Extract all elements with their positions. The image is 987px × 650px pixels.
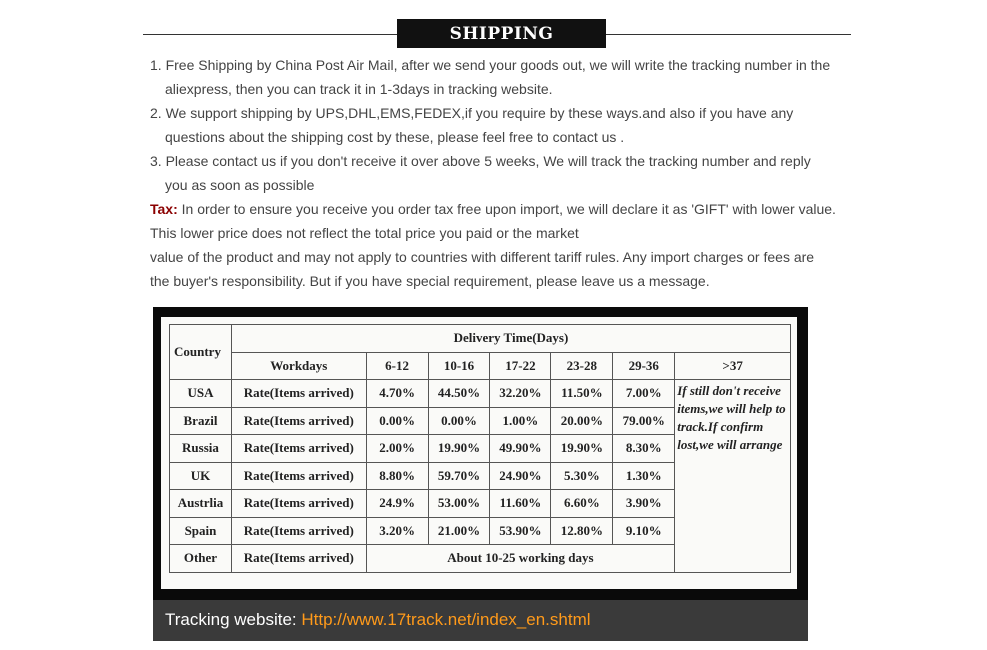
note-cell: If still don't receive items,we will help to track.If confirm lost,we will arrange	[675, 380, 791, 573]
rate-label: Rate(Items arrived)	[231, 462, 366, 490]
col-header: 6-12	[366, 352, 428, 380]
rate-value: 53.00%	[428, 490, 490, 518]
rate-value: 8.80%	[366, 462, 428, 490]
rate-value: 49.90%	[490, 435, 551, 463]
rate-value: 32.20%	[490, 380, 551, 408]
shipping-line-2: 2. We support shipping by UPS,DHL,EMS,FEDEX,if you require by these ways.and also if you have any	[150, 105, 794, 121]
rate-value: 5.30%	[551, 462, 613, 490]
rate-value: 59.70%	[428, 462, 490, 490]
col-header: 29-36	[613, 352, 675, 380]
col-header: 23-28	[551, 352, 613, 380]
rate-value: 19.90%	[428, 435, 490, 463]
country-cell: Russia	[170, 435, 232, 463]
rate-value: 6.60%	[551, 490, 613, 518]
shipping-line-3: 3. Please contact us if you don't receive it over above 5 weeks, We will track the tracking number and reply	[150, 153, 811, 169]
rate-value: 21.00%	[428, 517, 490, 545]
rate-value: 53.90%	[490, 517, 551, 545]
tax-line-4: the buyer's responsibility. But if you have special requirement, please leave us a message.	[150, 273, 710, 289]
rate-value: 0.00%	[366, 407, 428, 435]
rate-label: Rate(Items arrived)	[231, 517, 366, 545]
tax-line-3: value of the product and may not apply to countries with different tariff rules. Any import charges or fees are	[150, 249, 815, 265]
rate-value: 0.00%	[428, 407, 490, 435]
rate-value: 8.30%	[613, 435, 675, 463]
header-rule-right	[604, 34, 851, 35]
rate-value: 9.10%	[613, 517, 675, 545]
shipping-line-1: 1. Free Shipping by China Post Air Mail, after we send your goods out, we will write the tracking number in the	[150, 57, 831, 73]
rate-label: Rate(Items arrived)	[231, 407, 366, 435]
col-header: 17-22	[490, 352, 551, 380]
col-header: 10-16	[428, 352, 490, 380]
rate-value: 19.90%	[551, 435, 613, 463]
tracking-text	[165, 610, 591, 630]
rate-value: 3.90%	[613, 490, 675, 518]
delivery-panel	[153, 307, 808, 641]
rate-value: 11.60%	[490, 490, 551, 518]
rate-value: 7.00%	[613, 380, 675, 408]
tracking-label: Tracking website:	[165, 610, 302, 629]
table-row	[170, 380, 791, 408]
country-cell: Other	[170, 545, 232, 573]
country-header: Country	[170, 325, 232, 380]
rate-value: 44.50%	[428, 380, 490, 408]
rate-value: 20.00%	[551, 407, 613, 435]
rate-label: Rate(Items arrived)	[231, 545, 366, 573]
country-cell: USA	[170, 380, 232, 408]
rate-value: 2.00%	[366, 435, 428, 463]
rate-label: Rate(Items arrived)	[231, 380, 366, 408]
section-title: SHIPPING	[397, 19, 606, 48]
rate-value: 11.50%	[551, 380, 613, 408]
col-header: >37	[675, 352, 791, 380]
col-workdays: Workdays	[231, 352, 366, 380]
rate-value: 4.70%	[366, 380, 428, 408]
tracking-bar	[153, 600, 808, 641]
tracking-url-link[interactable]: Http://www.17track.net/index_en.shtml	[301, 610, 591, 629]
country-cell: UK	[170, 462, 232, 490]
tax-label: Tax:	[150, 201, 178, 217]
rate-value: 79.00%	[613, 407, 675, 435]
shipping-line-1-cont: aliexpress, then you can track it in 1-3days in tracking website.	[165, 81, 553, 97]
rate-value: 3.20%	[366, 517, 428, 545]
rate-value: 12.80%	[551, 517, 613, 545]
rate-value: 1.00%	[490, 407, 551, 435]
delivery-table-image	[161, 317, 797, 589]
shipping-line-2-cont: questions about the shipping cost by these, please feel free to contact us .	[165, 129, 625, 145]
delivery-time-table	[169, 324, 791, 573]
rate-label: Rate(Items arrived)	[231, 490, 366, 518]
country-cell: Brazil	[170, 407, 232, 435]
rate-value: 24.90%	[490, 462, 551, 490]
header-rule-left	[143, 34, 398, 35]
tax-paragraph	[150, 197, 836, 221]
tax-line-1: In order to ensure you receive you order tax free upon import, we will declare it as 'GIFT' with lower value.	[177, 201, 836, 217]
country-cell: Spain	[170, 517, 232, 545]
rate-label: Rate(Items arrived)	[231, 435, 366, 463]
shipping-line-3-cont: you as soon as possible	[165, 177, 315, 193]
country-cell: Austrlia	[170, 490, 232, 518]
delivery-header: Delivery Time(Days)	[231, 325, 790, 353]
rate-value: 24.9%	[366, 490, 428, 518]
tax-line-2: This lower price does not reflect the total price you paid or the market	[150, 225, 579, 241]
other-value: About 10-25 working days	[366, 545, 675, 573]
rate-value: 1.30%	[613, 462, 675, 490]
